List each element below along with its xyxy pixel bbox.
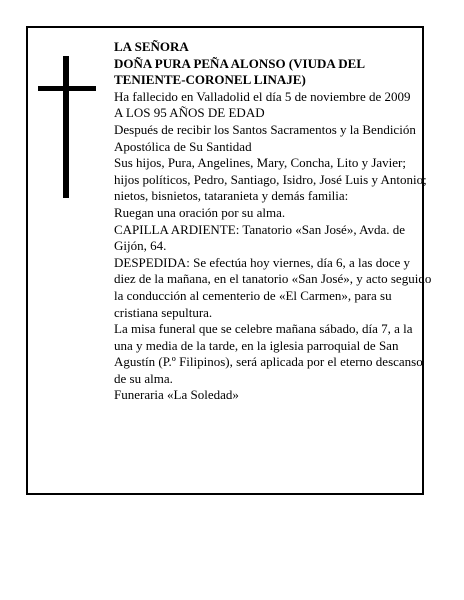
obituary-text <box>114 39 432 404</box>
sacraments-line: Después de recibir los Santos Sacramentos y la Bendición Apostólica de Su Santidad <box>114 121 416 154</box>
prayer-line: Ruegan una oración por su alma. <box>114 204 286 220</box>
farewell-line: DESPEDIDA: Se efectúa hoy viernes, día 6, a las doce y diez de la mañana, en el tanatorio «San José», y acto seguido la conducción al cementerio de «El Carmen», para su cristiana sepultura. <box>114 254 432 320</box>
cross-icon <box>38 56 96 198</box>
notice-heading: LA SEÑORA <box>114 39 189 54</box>
cross-horizontal-bar <box>38 86 96 91</box>
cross-vertical-bar <box>63 56 69 198</box>
death-info: Ha fallecido en Valladolid el día 5 de noviembre de 2009 <box>114 88 411 104</box>
age-line: A LOS 95 AÑOS DE EDAD <box>114 105 265 121</box>
deceased-name: DOÑA PURA PEÑA ALONSO (VIUDA DEL TENIENTE-CORONEL LINAJE) <box>114 55 365 88</box>
funeral-mass-line: La misa funeral que se celebre mañana sábado, día 7, a la una y media de la tarde, en la iglesia parroquial de San Agustín (P.º Filipinos), será aplicada por el eterno descanso de su alma. <box>114 321 423 386</box>
family-line: Sus hijos, Pura, Angelines, Mary, Concha, Lito y Javier; hijos políticos, Pedro, Santiago, Isidro, José Luis y Antonio; nietos, bisnietos, tataranieta y demás familia: <box>114 155 427 204</box>
chapel-line: CAPILLA ARDIENTE: Tanatorio «San José», Avda. de Gijón, 64. <box>114 221 406 254</box>
funeral-home-line: Funeraria «La Soledad» <box>114 387 239 403</box>
